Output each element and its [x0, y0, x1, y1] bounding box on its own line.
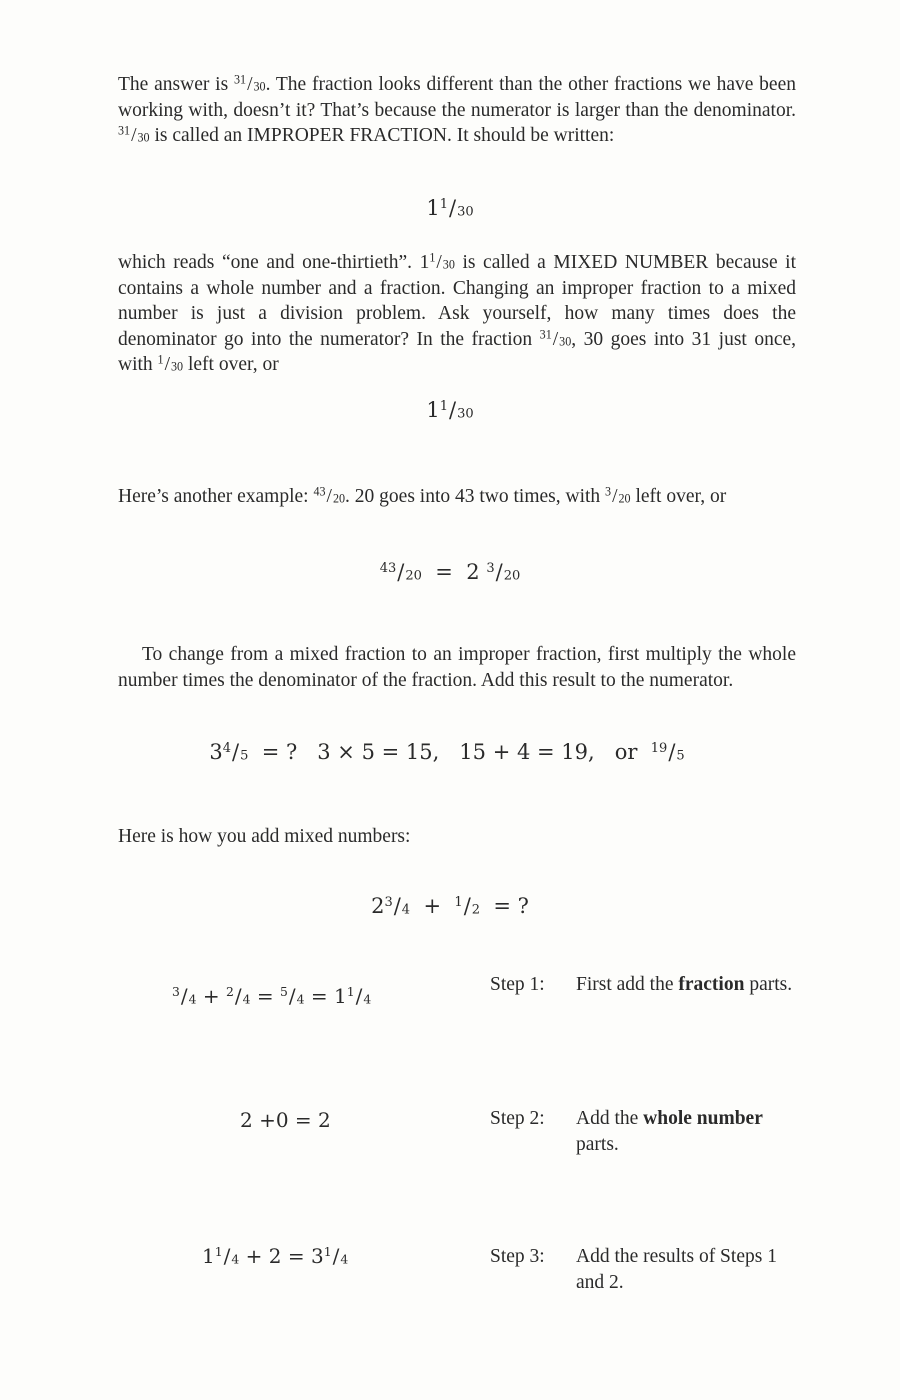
equation-3-4-5: $3^4/_5$ = ? 3 × 5 = 15, 15 + 4 = 19, or $^{19}/_5$ — [209, 740, 685, 764]
step2-equation: 2 +0 = 2 — [240, 1108, 331, 1132]
paragraph-improper-fraction: The answer is $^{31}/_{30}$. The fraction looks different than the other fractions we have been working with, doesn’t it? That’s because the numerator is larger than the denominator. $^{31}/_{30}$ is called an IMPROPER FRACTION. It should be written: — [118, 72, 796, 146]
paragraph-add-mixed: Here is how you add mixed numbers: — [118, 826, 411, 847]
fraction-43-20: $^{43}/_{20}$ — [313, 484, 346, 507]
fraction-3-20: $^3/_{20}$ — [605, 484, 631, 507]
step-label: Step 3: — [490, 1246, 545, 1267]
equation-mixed-number-2: $1^1/_{30}$ — [426, 398, 474, 422]
fraction-31-30: $^{31}/_{30}$ — [233, 72, 266, 95]
paragraph-another-example: Here’s another example: $^{43}/_{20}$. 20 goes into 43 two times, with $^3/_{20}$ left over, or — [118, 484, 727, 507]
paragraph-mixed-to-improper: To change from a mixed fraction to an improper fraction, first multiply the whole number times the denominator of the fraction. Add this result to the numerator. — [118, 644, 796, 691]
fraction-1-30: $^1/_{30}$ — [157, 352, 184, 375]
paragraph-mixed-number: which reads “one and one-thirtieth”. $1^1/_{30}$ is called a MIXED NUMBER because it contains a whole number and a fraction. Changing an improper fraction to a mixed number is just a division problem. Ask yourself, how many times does the denominator go into the numerator? In the fraction $^{31}/_{30}$, 30 goes into 31 just once, with $^1/_{30}$ left over, or — [118, 250, 797, 375]
fraction-31-30: $^{31}/_{30}$ — [539, 326, 572, 350]
step2-description: Step 2: Add the whole number parts. — [490, 1108, 763, 1155]
step3-description: Step 3: Add the results of Steps 1 and 2. — [490, 1246, 777, 1293]
equation-mixed-number: $1^1/_{30}$ — [426, 196, 474, 220]
fraction-31-30: $^{31}/_{30}$ — [118, 123, 150, 146]
equation-add-mixed: $2^3/_4 + ^1/_2$ = ? — [371, 894, 529, 918]
step1-equation: $^3/_4 + ^2/_4 = ^5/_4 = 1^1/_4$ — [172, 984, 372, 1008]
step-label: Step 1: — [490, 974, 545, 995]
step1-description: Step 1: First add the fraction parts. — [490, 972, 796, 998]
equation-43-20: $^{43}/_{20} = 2$ $^3/_{20}$ — [379, 560, 521, 584]
step-label: Step 2: — [490, 1108, 545, 1129]
step3-equation: $1^1/_4 + 2 = 3^1/_4$ — [202, 1244, 349, 1268]
mixed-number-1-1-30: $1^1/_{30}$ — [419, 250, 455, 273]
